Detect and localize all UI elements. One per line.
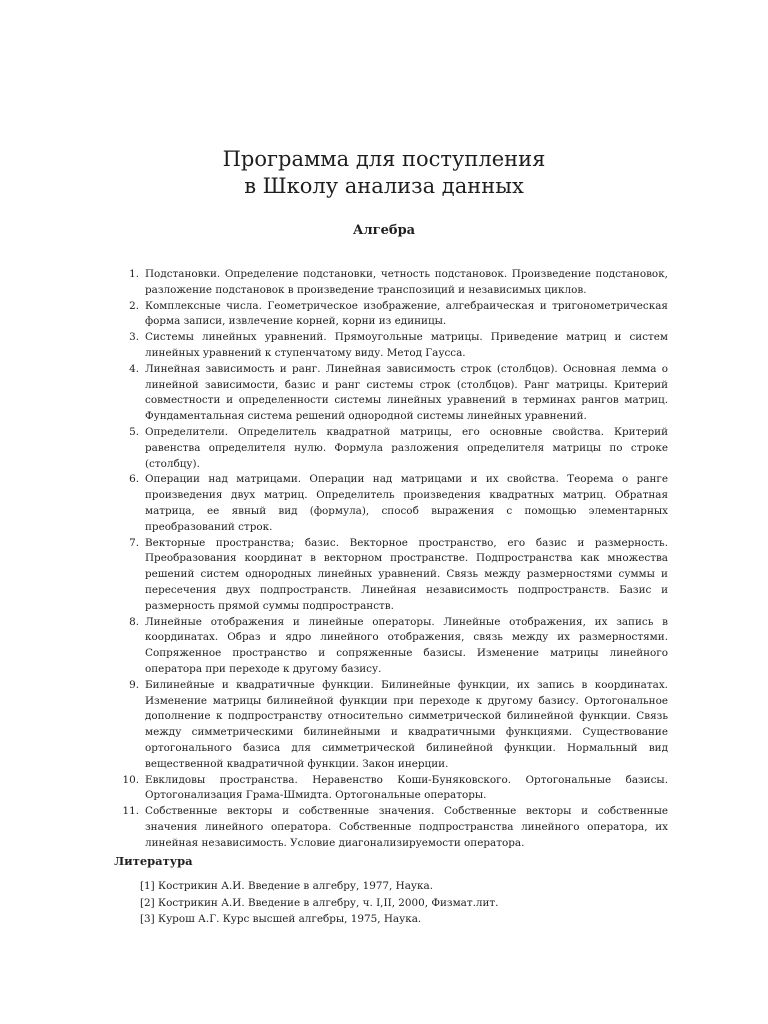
list-item bbox=[114, 299, 668, 331]
list-item bbox=[114, 425, 668, 472]
item-text: Комплексные числа. Геометрическое изображение, алгебраическая и тригонометрическая форма записи, извлечение корней, корни из единицы. bbox=[145, 299, 668, 328]
item-text: Векторные пространства; базис. Векторное пространство, его базис и размерность. Преобразования координат в векторном пространстве. Подпространства как множества решений систем однородных линейных уравнений. Связь между размерностями суммы и пересечения двух подпространств. Линейная независимость подпространств. Базис и размерность прямой суммы подпространств. bbox=[145, 536, 668, 612]
reference-item: [2] Кострикин А.И. Введение в алгебру, ч. I,II, 2000, Физмат.лит. bbox=[140, 896, 499, 909]
list-item bbox=[114, 362, 668, 425]
item-number: 3. bbox=[129, 331, 139, 344]
section-heading-algebra: Алгебра bbox=[352, 223, 416, 238]
item-number: 5. bbox=[129, 425, 139, 438]
list-item bbox=[114, 267, 668, 299]
item-text: Собственные векторы и собственные значения. Собственные векторы и собственные значения линейного оператора. Собственные подпространства линейного оператора, их линейная независимость. Условие диагонализируемости оператора. bbox=[145, 805, 668, 849]
reference-list bbox=[140, 878, 498, 928]
item-text: Подстановки. Определение подстановки, четность подстановок. Произведение подстановок, разложение подстановок в произведение транспозиций и независимых циклов. bbox=[145, 268, 668, 296]
list-item bbox=[114, 615, 668, 678]
item-text: Операции над матрицами. Операции над матрицами и их свойства. Теорема о ранге произведения двух матриц. Определитель произведения квадратных матриц. Обратная матрица, ее явный вид (формула), способ выражения с помощью элементарных преобразований строк. bbox=[145, 473, 668, 533]
page-title bbox=[0, 146, 768, 200]
list-item bbox=[114, 804, 668, 851]
list-item bbox=[114, 773, 668, 805]
item-number: 7. bbox=[129, 536, 139, 549]
item-text: Евклидовы пространства. Неравенство Коши-Буняковского. Ортогональные базисы. Ортогонализация Грама-Шмидта. Ортогональные операторы. bbox=[145, 773, 668, 802]
item-number: 10. bbox=[122, 773, 139, 786]
program-topic-list bbox=[114, 267, 668, 851]
item-text: Линейная зависимость и ранг. Линейная зависимость строк (столбцов). Основная лемма о линейной зависимости, базис и ранг системы строк (столбцов). Ранг матрицы. Критерий совместности и определенности системы линейных уравнений в терминах рангов матриц. Фундаментальная система решений однородной системы линейных уравнений. bbox=[145, 362, 668, 423]
list-item bbox=[114, 536, 668, 615]
item-text: Билинейные и квадратичные функции. Билинейные функции, их запись в координатах. Изменение матрицы билинейной функции при переходе к другому базису. Ортогональное дополнение к подпространству относительно симметрической билинейной функции. Связь между симметрическими билинейными и квадратичными функциями. Существование ортогонального базиса для симметрической билинейной функции. Нормальный вид вещественной квадратичной функции. Закон инерции. bbox=[145, 678, 668, 770]
reference-item: [3] Курош А.Г. Курс высшей алгебры, 1975, Наука. bbox=[140, 913, 422, 925]
item-text: Системы линейных уравнений. Прямоугольные матрицы. Приведение матриц и систем линейных уравнений к ступенчатому виду. Метод Гаусса. bbox=[145, 331, 668, 359]
item-number: 2. bbox=[129, 299, 139, 312]
list-item bbox=[114, 330, 668, 362]
item-number: 6. bbox=[129, 473, 139, 486]
item-number: 11. bbox=[122, 805, 139, 818]
item-text: Определители. Определитель квадратной матрицы, его основные свойства. Критерий равенства определителя нулю. Формула разложения определителя матрицы по строке (столбцу). bbox=[145, 425, 668, 470]
item-number: 8. bbox=[129, 615, 139, 628]
item-number: 1. bbox=[129, 268, 139, 280]
reference-item: [1] Кострикин А.И. Введение в алгебру, 1977, Наука. bbox=[140, 880, 434, 892]
item-number: 9. bbox=[129, 678, 139, 691]
literature-heading: Литература bbox=[114, 854, 193, 868]
item-number: 4. bbox=[129, 362, 139, 375]
item-text: Линейные отображения и линейные операторы. Линейные отображения, их запись в координатах. Образ и ядро линейного отображения, связь между их размерностями. Сопряженное пространство и сопряженные базисы. Изменение матрицы линейного оператора при переходе к другому базису. bbox=[145, 615, 668, 675]
list-item bbox=[114, 472, 668, 535]
title-line-1: Программа для поступления bbox=[222, 147, 546, 171]
list-item bbox=[114, 678, 668, 773]
title-line-2: в Школу анализа данных bbox=[244, 174, 524, 198]
